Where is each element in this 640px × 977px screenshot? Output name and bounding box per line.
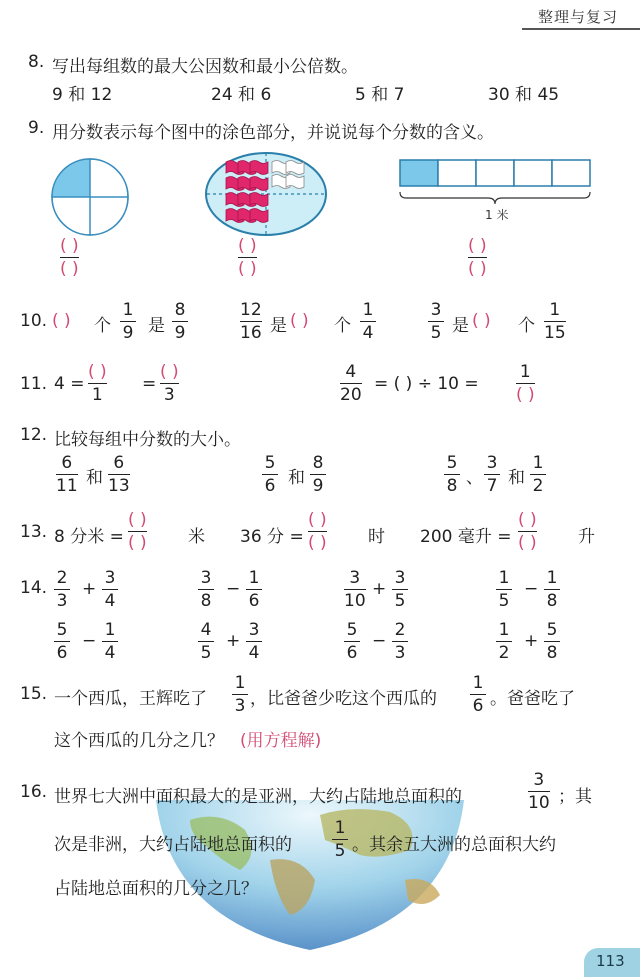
blank-numerator[interactable]: ( ) (88, 362, 107, 382)
word-and: 和 (508, 468, 525, 488)
q13-b-lhs: 36 分 = (240, 527, 304, 547)
operator: + (372, 579, 387, 599)
q14-number: 14. (20, 578, 48, 598)
fraction: 1 8 (544, 568, 560, 611)
separator: 、 (466, 468, 483, 488)
fraction: 2 3 (54, 568, 70, 611)
fraction (518, 510, 537, 553)
fraction: 3 5 (392, 568, 408, 611)
q15-text-3: 。爸爸吃了 (490, 689, 575, 709)
q13-number: 13. (20, 522, 48, 542)
q10-word-shi: 是 (148, 316, 165, 336)
page-number: 113 (596, 952, 625, 970)
q10-word-shi: 是 (270, 316, 287, 336)
q16-line-3: 占陆地总面积的几分之几？ (54, 879, 258, 899)
q10-number: 10. (20, 311, 48, 331)
blank-denominator[interactable]: ( ) (518, 533, 537, 554)
q8-pair-3: 5 和 7 (355, 85, 405, 105)
q15-hint: (用方程解) (240, 731, 322, 751)
fraction: 4 5 (198, 620, 214, 663)
fraction: 1 3 (232, 673, 248, 716)
q15-text-2: ，比爸爸少吃这个西瓜的 (250, 689, 437, 709)
blank-denominator[interactable]: ( ) (238, 259, 257, 280)
fraction: 1 5 (332, 818, 348, 861)
q13-b-unit: 时 (368, 527, 385, 547)
q13-a-unit: 米 (188, 527, 205, 547)
fraction: 6 11 (56, 453, 78, 497)
q10-blank-2[interactable]: ( ) (290, 311, 309, 331)
q11-number: 11. (20, 374, 48, 394)
fraction: 3 10 (528, 770, 550, 814)
equals-sign: = (142, 374, 157, 394)
flags-oval-figure (202, 148, 330, 240)
q9-text: 用分数表示每个图中的涂色部分，并说说每个分数的含义。 (52, 123, 494, 143)
blank-numerator[interactable]: ( ) (308, 510, 327, 530)
fraction: 2 3 (392, 620, 408, 663)
q8-number: 8. (28, 52, 45, 72)
header-rule (522, 28, 640, 30)
operator: + (524, 631, 539, 651)
q16-text-2: ；其 (558, 787, 592, 807)
operator: − (226, 579, 241, 599)
q9-number: 9. (28, 118, 45, 138)
fraction: 1 2 (530, 453, 546, 496)
q13-c-unit: 升 (578, 527, 595, 547)
fraction: 1 6 (470, 673, 486, 716)
q13-a-lhs: 8 分米 = (54, 527, 124, 547)
q10-blank-3[interactable]: ( ) (472, 311, 491, 331)
fraction: 1 6 (246, 568, 262, 611)
fraction: 3 4 (102, 568, 118, 611)
fraction: 1 5 (496, 568, 512, 611)
fraction: 3 7 (484, 453, 500, 496)
q9-answer-fraction-2 (238, 236, 257, 279)
operator: − (372, 631, 387, 651)
blank-denominator[interactable]: ( ) (60, 259, 79, 280)
q10-word-ge: 个 (94, 316, 111, 336)
fraction: 3 10 (344, 568, 366, 612)
fraction: 5 8 (544, 620, 560, 663)
q8-text: 写出每组数的最大公因数和最小公倍数。 (52, 57, 358, 77)
operator: − (524, 579, 539, 599)
fraction: 3 4 (246, 620, 262, 663)
q8-pair-1: 9 和 12 (52, 85, 113, 105)
operator: + (226, 631, 241, 651)
q10-blank-1[interactable]: ( ) (52, 311, 71, 331)
q9-answer-fraction-1 (60, 236, 79, 279)
q13-c-lhs: 200 毫升 = (420, 527, 512, 547)
q10-word-shi: 是 (452, 316, 469, 336)
q12-text: 比较每组中分数的大小。 (54, 430, 241, 450)
fraction (308, 510, 327, 553)
fraction: 3 8 (198, 568, 214, 611)
fraction: 8 9 (310, 453, 326, 496)
blank-numerator[interactable]: ( ) (238, 236, 257, 256)
fraction: 5 8 (444, 453, 460, 496)
fraction: ( ) 3 (160, 362, 179, 406)
q10-word-ge: 个 (518, 316, 535, 336)
fraction: 6 13 (108, 453, 130, 497)
q8-pair-4: 30 和 45 (488, 85, 560, 105)
fraction: ( ) 1 (88, 362, 107, 406)
operator: + (82, 579, 97, 599)
quarter-circle-figure (48, 155, 132, 239)
q10-word-ge: 个 (334, 316, 351, 336)
blank-numerator[interactable]: ( ) (160, 362, 179, 382)
blank-numerator[interactable]: ( ) (468, 236, 487, 256)
fraction: 1 ( ) (516, 362, 535, 406)
q15-number: 15. (20, 684, 48, 704)
bar-length-label: 1 米 (485, 208, 509, 222)
blank-numerator[interactable]: ( ) (60, 236, 79, 256)
fraction (128, 510, 147, 553)
q11-lhs: 4 = (54, 374, 85, 394)
blank-denominator[interactable]: ( ) (308, 533, 327, 554)
q16-text-4: 。其余五大洲的总面积大约 (352, 835, 556, 855)
word-and: 和 (86, 468, 103, 488)
q8-pair-2: 24 和 6 (211, 85, 272, 105)
fraction: 8 9 (172, 300, 188, 343)
word-and: 和 (288, 468, 305, 488)
q11-division-expression: = ( ) ÷ 10 = (374, 374, 479, 394)
q12-number: 12. (20, 425, 48, 445)
fraction: 1 4 (102, 620, 118, 663)
page-header-title: 整理与复习 (537, 8, 618, 26)
fraction: 5 6 (54, 620, 70, 663)
fraction: 4 20 (340, 362, 362, 406)
blank-denominator[interactable]: ( ) (468, 259, 487, 280)
fraction: 1 4 (360, 300, 376, 343)
q15-line-2: 这个西瓜的几分之几？ (54, 731, 224, 751)
q9-answer-fraction-3 (468, 236, 487, 279)
fraction: 12 16 (240, 300, 262, 344)
fraction: 1 9 (120, 300, 136, 343)
fraction: 1 15 (544, 300, 566, 344)
blank-numerator[interactable]: ( ) (518, 510, 537, 530)
blank-denominator[interactable]: ( ) (516, 385, 535, 406)
blank-numerator[interactable]: ( ) (128, 510, 147, 530)
fraction: 5 6 (262, 453, 278, 496)
q16-text-1: 世界七大洲中面积最大的是亚洲，大约占陆地总面积的 (54, 787, 462, 807)
operator: − (82, 631, 97, 651)
fraction: 3 5 (428, 300, 444, 343)
blank-denominator[interactable]: ( ) (128, 533, 147, 554)
q16-number: 16. (20, 782, 48, 802)
q16-text-3: 次是非洲，大约占陆地总面积的 (54, 835, 292, 855)
fraction: 1 2 (496, 620, 512, 663)
fraction: 5 6 (344, 620, 360, 663)
q15-text-1: 一个西瓜，王辉吃了 (54, 689, 207, 709)
